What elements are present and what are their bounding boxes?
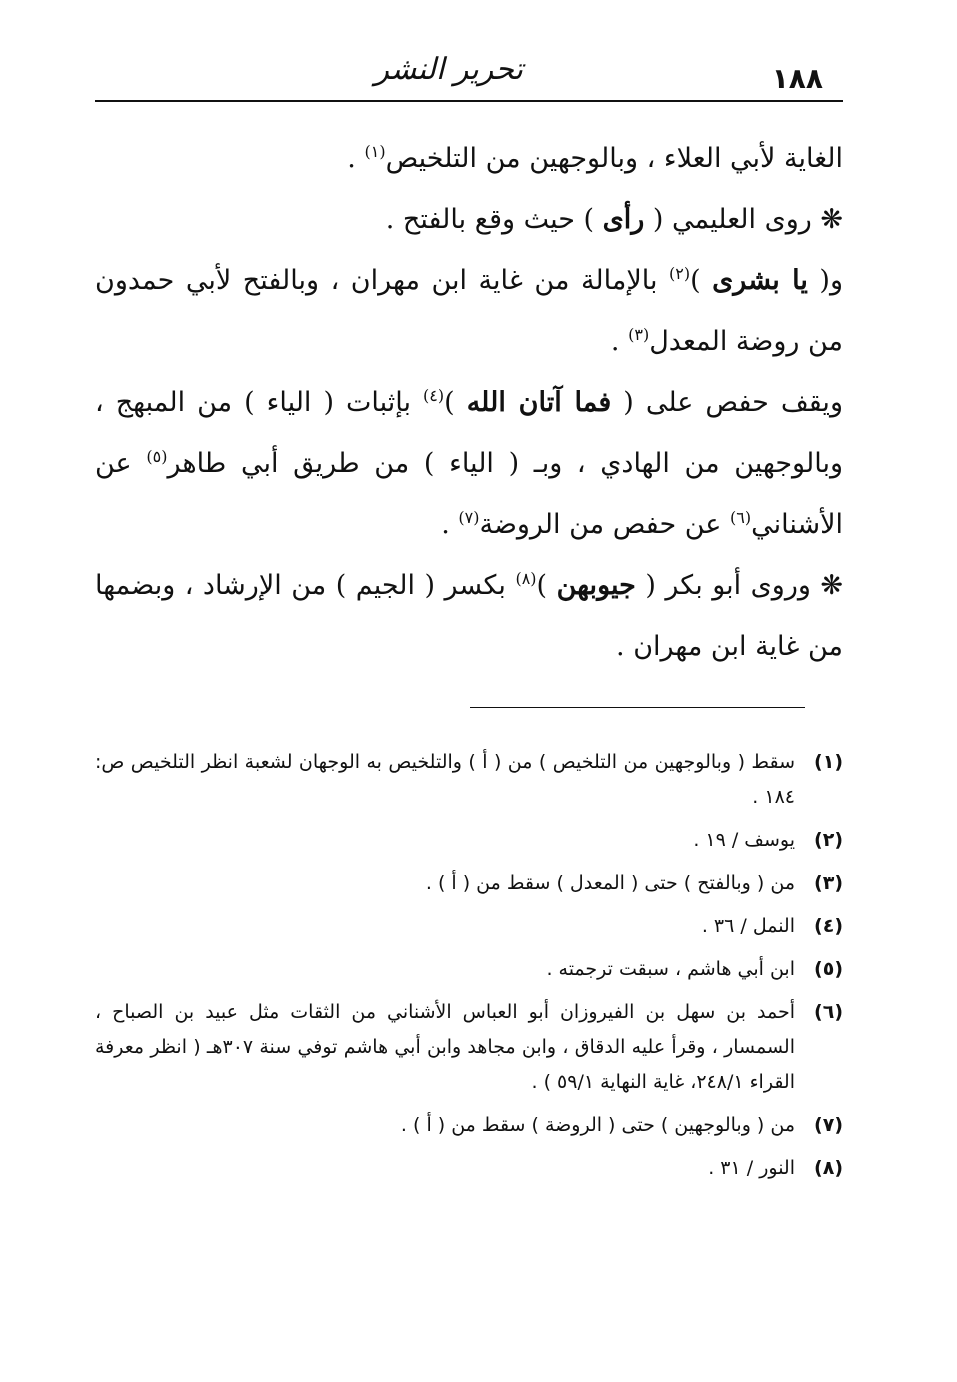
footnote-text: سقط ( وبالوجهين من التلخيص ) من ( أ ) والتلخيص به الوجهان لشعبة انظر التلخيص ص: ١٨٤ . bbox=[95, 751, 795, 808]
footnote-6 bbox=[95, 995, 843, 1100]
paragraph-2 bbox=[95, 189, 843, 250]
paragraph-3-end: . bbox=[610, 326, 629, 357]
footnote-5 bbox=[95, 952, 843, 987]
running-title: تحرير النشر bbox=[374, 52, 523, 87]
page-number: ١٨٨ bbox=[771, 62, 823, 95]
footnote-number: (٨) bbox=[814, 1157, 843, 1179]
footnote-text: يوسف / ١٩ . bbox=[693, 829, 795, 851]
paragraph-5-text: بكسر ( الجيم ) من الإرشاد ، وبضمها من غاية ابن مهران . bbox=[95, 570, 843, 662]
footnote-ref-6[interactable]: (٦) bbox=[729, 508, 752, 527]
paragraph-4 bbox=[95, 372, 843, 555]
footnote-2 bbox=[95, 823, 843, 858]
footnote-text: ابن أبي هاشم ، سبقت ترجمته . bbox=[546, 958, 795, 980]
paragraph-4-text-3: عن حفص من الروضة bbox=[479, 509, 730, 540]
paragraph-4-text-2: عن الأشناني bbox=[95, 448, 843, 540]
footnote-3 bbox=[95, 866, 843, 901]
paragraph-3 bbox=[95, 250, 843, 372]
paragraph-4-pre: ويقف حفص على ( bbox=[611, 387, 843, 418]
footnote-ref-7[interactable]: (٧) bbox=[458, 508, 480, 527]
paragraph-4-text-1: بإثبات ( الياء ) من المبهج ، وبالوجهين من الهادي ، وبـ ( الياء ) من طريق أبي طاهر bbox=[95, 387, 844, 479]
paragraph-3-text: بالإمالة من غاية ابن مهران ، وبالفتح لأبي حمدون من روضة المعدل bbox=[95, 265, 843, 357]
footnote-text: النمل / ٣٦ . bbox=[701, 915, 795, 937]
paragraph-1 bbox=[95, 128, 843, 189]
paragraph-3-mid: ) bbox=[690, 265, 713, 296]
paragraph-4-mid: ) bbox=[444, 387, 467, 418]
star-icon: ❋ bbox=[820, 204, 843, 235]
paragraph-5 bbox=[95, 555, 843, 677]
footnote-8 bbox=[95, 1151, 843, 1186]
footnote-number: (٣) bbox=[814, 872, 843, 894]
footnote-text: من ( وبالفتح ) حتى ( المعدل ) سقط من ( أ ) . bbox=[425, 872, 795, 894]
footnote-number: (٤) bbox=[814, 915, 843, 937]
paragraph-4-end: . bbox=[441, 509, 459, 540]
footnote-separator bbox=[470, 707, 805, 708]
footnote-4 bbox=[95, 909, 843, 944]
paragraph-5-pre: وروى أبو بكر ( bbox=[635, 570, 821, 601]
footnote-ref-1[interactable]: (١) bbox=[364, 142, 386, 161]
main-text bbox=[95, 128, 843, 677]
quranic-word: جيوبهن bbox=[556, 570, 636, 601]
paragraph-1-end: . bbox=[347, 143, 365, 174]
paragraph-2-post: ) حيث وقع بالفتح . bbox=[385, 204, 603, 235]
footnotes bbox=[95, 745, 843, 1194]
header-rule bbox=[95, 100, 843, 102]
footnote-ref-4[interactable]: (٤) bbox=[423, 386, 445, 405]
paragraph-3-pre: و( bbox=[807, 265, 843, 296]
footnote-ref-8[interactable]: (٨) bbox=[515, 569, 537, 588]
quranic-word: رأى bbox=[602, 204, 645, 235]
paragraph-1-text: الغاية لأبي العلاء ، وبالوجهين من التلخيص bbox=[385, 143, 843, 174]
paragraph-2-pre: روى العليمي ( bbox=[644, 204, 821, 235]
footnote-number: (١) bbox=[814, 751, 843, 773]
footnote-number: (٢) bbox=[814, 829, 843, 851]
footnote-text: النور / ٣١ . bbox=[708, 1157, 795, 1179]
footnote-text: من ( وبالوجهين ) حتى ( الروضة ) سقط من ( أ ) . bbox=[400, 1114, 795, 1136]
footnote-ref-3[interactable]: (٣) bbox=[628, 325, 650, 344]
page-header bbox=[95, 40, 843, 102]
footnote-number: (٦) bbox=[814, 1001, 843, 1023]
footnote-7 bbox=[95, 1108, 843, 1143]
footnote-ref-2[interactable]: (٢) bbox=[669, 264, 691, 283]
footnote-ref-5[interactable]: (٥) bbox=[146, 447, 168, 466]
footnote-number: (٧) bbox=[814, 1114, 843, 1136]
footnote-text: أحمد بن سهل بن الفيروزان أبو العباس الأشناني من الثقات مثل عبيد بن الصباح ، السمسار ، وقرأ عليه الدقاق ، وابن مجاهد وابن أبي هاشم توفي سنة ٣٠٧هـ ( انظر معرفة القراء ٢٤٨/١، غاية النهاية ٥٩/١ ) . bbox=[95, 1001, 795, 1093]
star-icon: ❋ bbox=[820, 570, 844, 601]
footnote-1 bbox=[95, 745, 843, 815]
paragraph-5-mid: ) bbox=[536, 570, 557, 601]
quranic-word: فما آتان الله bbox=[466, 387, 612, 418]
quranic-word: يا بشرى bbox=[712, 265, 808, 296]
footnote-number: (٥) bbox=[814, 958, 843, 980]
